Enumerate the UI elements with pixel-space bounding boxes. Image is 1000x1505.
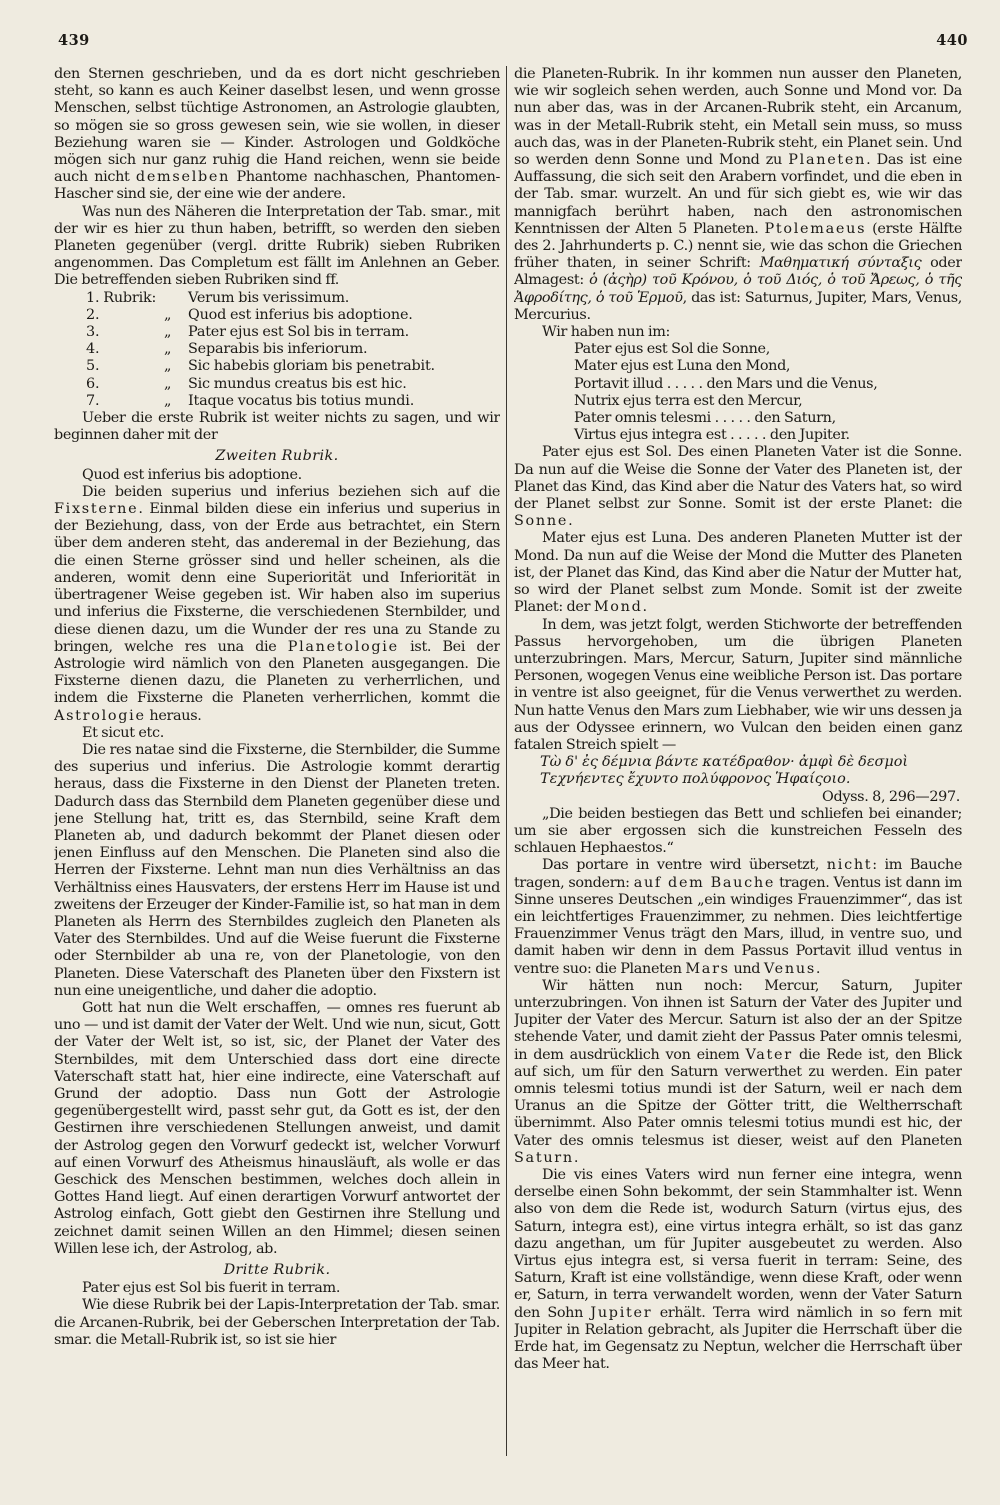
paragraph: Was nun des Näheren die Interpretation der Tab. smar., mit der wir es hier zu thun haben, betrifft, so werden den sieben Planeten gegenüber (vergl. dritte Rubrik) sieben Rubriken angenommen. Das Completum est fällt im Anlehnen an Geber. Die betreffenden sieben Rubriken sind ff. xyxy=(54,203,500,289)
paragraph: „Die beiden bestiegen das Bett und schliefen bei einander; um sie aber ergossen sich die kunstreichen Fesseln des schlauen Hephaestos.“ xyxy=(514,805,962,857)
list-item: 3. „ Pater ejus est Sol bis in terram. xyxy=(86,324,410,341)
list-item: 4. „ Separabis bis inferiorum. xyxy=(86,341,368,358)
list-item: 5. „ Sic habebis gloriam bis penetrabit. xyxy=(86,358,435,375)
paragraph: Wir haben nun im: xyxy=(542,324,671,341)
left-column xyxy=(54,66,500,1493)
list-item: 7. „ Itaque vocatus bis totius mundi. xyxy=(86,392,415,409)
paragraph: Das portare in ventre wird übersetzt, nicht: im Bauche tragen, sondern: auf dem Bauche tragen. Ventus ist dann im Sinne unseres Deutschen „ein windiges Frauenzimmer“, das ist ein leichtfertiges Frauenzimmer, zu nehmen. Dies leichtfertige Frauenzimmer Venus trägt den Mars, illud, in ventre suo, und damit haben wir denn in dem Passus Portavit illud ventus in ventre suo: die Planeten Mars und Venus. xyxy=(514,857,962,977)
paragraph: Die vis eines Vaters wird nun ferner eine integra, wenn derselbe einen Sohn bekommt, der sein Stammhalter ist. Wenn also von dem die Rede ist, wodurch Saturn (virtus ejus, des Saturn, integra est), eine virtus integra erhält, so ist das ganz dazu angethan, um für Jupiter ausgebeutet zu werden. Also Virtus ejus integra est, si versa fuerit in terram: Seine, des Saturn, Kraft ist eine vollständige, wenn diese Kraft, oder wenn er, Saturn, in terra verwandelt worden, wenn der Vater Saturn den Sohn Jupiter erhält. Terra wird nämlich in so fern mit Jupiter in Relation gebracht, als Jupiter die Herrschaft über die Erde hat, im Gegensatz zu Neptun, welcher die Herrschaft über das Meer hat. xyxy=(514,1167,962,1373)
list-item: 2. „ Quod est inferius bis adoptione. xyxy=(86,306,413,323)
citation: Odyss. 8, 296—297. xyxy=(822,788,960,805)
list-item: 1. Rubrik: Verum bis verissimum. xyxy=(86,289,350,306)
paragraph: Die res natae sind die Fixsterne, die Sternbilder, die Summe des superius und inferius. Die Astrologie kommt derartig heraus, dass die Fixsterne in den Dienst der Planeten treten. Dadurch dass das Sternbild dem Planeten gegenüber diese und jene Stellung hat, tritt es, das Sternbild, seine Kraft dem Planeten ab, und dadurch bekommt der Planet diesen oder jenen Einfluss auf den Menschen. Die Planeten sind also die Herren der Fixsterne. Lehnt man nun dies Verhältniss an das Verhältniss eines Hausvaters, der erstens Herr im Hause ist und zweitens der Erzeuger der Kinder-Familie ist, so hat man in dem Planeten als Herrn des Sternbildes zugleich den Planeten als Vater des Sternbildes. Und auf die Weise fuerunt die Fixsterne oder Sternbilder ab una re, von der Planetologie, von den Planeten. Diese Vaterschaft des Planeten über den Fixstern ist nun eine uneigentliche, und daher die adoptio. xyxy=(54,741,500,999)
list-item: Portavit illud . . . . . den Mars und die Venus, xyxy=(574,375,878,392)
paragraph: Die beiden superius und inferius beziehen sich auf die Fixsterne. Einmal bilden diese ein inferius und superius in der Beziehung, dass, von der Erde aus betrachtet, ein Stern über dem anderen steht, das anderemal in der Beziehung, das die einen Sterne grösser sind und heller scheinen, als die anderen, womit denn eine Superiorität und Inferiorität in übertragener Weise gegeben ist. Wir haben also im superius und inferius die Fixsterne, die verschiedenen Sternbilder, und diese dienen dazu, um die Wunder der res una zu Stande zu bringen, welche res una die Planetologie ist. Bei der Astrologie wird nämlich von den Planeten ausgegangen. Die Fixsterne dienen dazu, die Planeten zu verherrlichen, und indem die Fixsterne die Planeten verherrlichen, kommt die Astrologie heraus. xyxy=(54,483,500,724)
paragraph: Wir hätten nun noch: Mercur, Saturn, Jupiter unterzubringen. Von ihnen ist Saturn der Vater des Jupiter und Jupiter der Vater des Mercur. Saturn ist also der an der Spitze stehende Vater, und damit zieht der Passus Pater omnis telesmi, in dem ausdrücklich von einem Vater die Rede ist, den Blick auf sich, um für den Saturn verwerthet zu werden. Ein pater omnis telesmi totius mundi ist der Saturn, weil er nach dem Uranus an die Spitze der Götter tritt, die Weltherrschaft übernimmt. Also Pater omnis telesmi totius mundi est hic, der Vater des omnis telesmus ist dieser, weist auf den Planeten Saturn. xyxy=(514,977,962,1166)
section-heading: Zweiten Rubrik. xyxy=(215,448,339,465)
greek-quotation: Τὼ δ' ἐς δέμνια βάντε κατέδραθον· ἀμφὶ δὲ δεσμοὶ Τεχνήεντες ἔχυντο πολύφρονος Ἡφαίςοιο. xyxy=(540,754,909,788)
column-divider xyxy=(506,66,507,1456)
paragraph: Pater ejus est Sol. Des einen Planeten Vater ist die Sonne. Da nun auf die Weise die Sonne der Vater des Planeten ist, der Planet das Kind, das Kind aber die Natur des Vaters hat, so wird der Planet selbst zur Sonne. Somit ist der erste Planet: die Sonne. xyxy=(514,444,962,530)
paragraph: Mater ejus est Luna. Des anderen Planeten Mutter ist der Mond. Da nun auf die Weise der Mond die Mutter des Planeten ist, der Planet das Kind, das Kind aber die Natur der Mutter hat, so wird der Planet selbst zum Monde. Somit ist der zweite Planet: der Mond. xyxy=(514,530,962,616)
paragraph: die Planeten-Rubrik. In ihr kommen nun ausser den Planeten, wie wir sogleich sehen werden, auch Sonne und Mond vor. Da nun aber das, was in der Arcanen-Rubrik steht, ein Arcanum, was in der Metall-Rubrik steht, ein Metall sein muss, so muss auch das, was in der Planeten-Rubrik steht, ein Planet sein. Und so werden denn Sonne und Mond zu Planeten. Das ist eine Auffassung, die sich seit den Arabern vorfindet, und die eben in der Tab. smar. wurzelt. An und für sich giebt es, wie wir das mannigfach berührt haben, nach den astronomischen Kenntnissen der Alten 5 Planeten. Ptolemaeus (erste Hälfte des 2. Jahrhunderts p. C.) nennt sie, wie das schon die Griechen früher thaten, in seiner Schrift: Μαθηματική σύνταξις oder Almagest: ὁ (ἀςὴρ) τοῦ Κρόνου, ὁ τοῦ Διός, ὁ τοῦ Ἄρεως, ὁ τῆς Ἀφροδίτης, ὁ τοῦ Ἑρμοῦ, das ist: Saturnus, Jupiter, Mars, Venus, Mercurius. xyxy=(514,66,962,323)
paragraph: In dem, was jetzt folgt, werden Stichworte der betreffenden Passus hervorgehoben, um die übrigen Planeten unterzubringen. Mars, Mercur, Saturn, Jupiter sind männliche Personen, wogegen Venus eine weibliche Person ist. Das portare in ventre ist also geeignet, für die Venus verwerthet zu werden. Nun hatte Venus den Mars zum Liebhaber, wie wir uns dessen ja aus der Odyssee erinnern, wo Vulcan den beiden einen ganz fatalen Streich spielt — xyxy=(514,616,962,753)
list-item: Nutrix ejus terra est den Mercur, xyxy=(574,392,803,409)
paragraph: Ueber die erste Rubrik ist weiter nichts zu sagen, und wir beginnen daher mit der xyxy=(54,410,500,444)
paragraph: Pater ejus est Sol bis fuerit in terram. xyxy=(82,1280,341,1297)
paragraph: den Sternen geschrieben, und da es dort nicht geschrieben steht, so kann es auch Keiner daselbst lesen, und wenn grosse Menschen, selbst tüchtige Astronomen, an Astrologie glaubten, so mögen sie so gross gewesen sein, wie sie wollen, in dieser Beziehung waren sie — Kinder. Astrologen und Goldköche mögen sich nur ganz ruhig die Hand reichen, wenn sie beide auch nicht demselben Phantome nachhaschen, Phantomen-Hascher sind sie, der eine wie der andere. xyxy=(54,66,500,203)
paragraph: Wie diese Rubrik bei der Lapis-Interpretation der Tab. smar. die Arcanen-Rubrik, bei der Geberschen Interpretation der Tab. smar. die Metall-Rubrik ist, so ist sie hier xyxy=(54,1297,500,1348)
paragraph: Quod est inferius bis adoptione. xyxy=(82,466,302,483)
planet-list xyxy=(574,341,962,444)
right-column xyxy=(514,66,962,1493)
page-number-left: 439 xyxy=(58,32,90,49)
section-heading: Dritte Rubrik. xyxy=(223,1262,331,1279)
paragraph: Et sicut etc. xyxy=(82,724,164,741)
rubric-list xyxy=(54,290,500,410)
list-item: Virtus ejus integra est . . . . . den Jupiter. xyxy=(574,427,850,444)
list-item: Mater ejus est Luna den Mond, xyxy=(574,358,791,375)
list-item: Pater omnis telesmi . . . . . den Saturn, xyxy=(574,410,836,427)
list-item: Pater ejus est Sol die Sonne, xyxy=(574,341,770,358)
paragraph: Gott hat nun die Welt erschaffen, — omnes res fuerunt ab uno — und ist damit der Vater der Welt. Und wie nun, sicut, Gott der Vater der Welt ist, so ist, sic, der Planet der Vater des Sternbildes, mit dem Unterschied dass dort eine directe Vaterschaft statt hat, hier eine indirecte, eine Vaterschaft auf Grund der adoptio. Dass nun Gott der Astrologie gegenübergestellt wird, passt sehr gut, da Gott es ist, der den Gestirnen ihre verschiedenen Stellungen anweist, und damit der Astrolog gegen den Vorwurf gedeckt ist, welcher Vorwurf auf einen Vorwurf des Atheismus hinausläuft, als wolle er das Geschick des Menschen bestimmen, welches doch allein in Gottes Hand liegt. Auf einen derartigen Vorwurf antwortet der Astrolog einfach, Gott giebt den Gestirnen ihre Stellung und zeichnet damit seinen Willen an den Himmel; diesen seinen Willen lese ich, der Astrolog, ab. xyxy=(54,999,500,1257)
list-item: 6. „ Sic mundus creatus bis est hic. xyxy=(86,375,407,392)
page-number-right: 440 xyxy=(936,32,968,49)
